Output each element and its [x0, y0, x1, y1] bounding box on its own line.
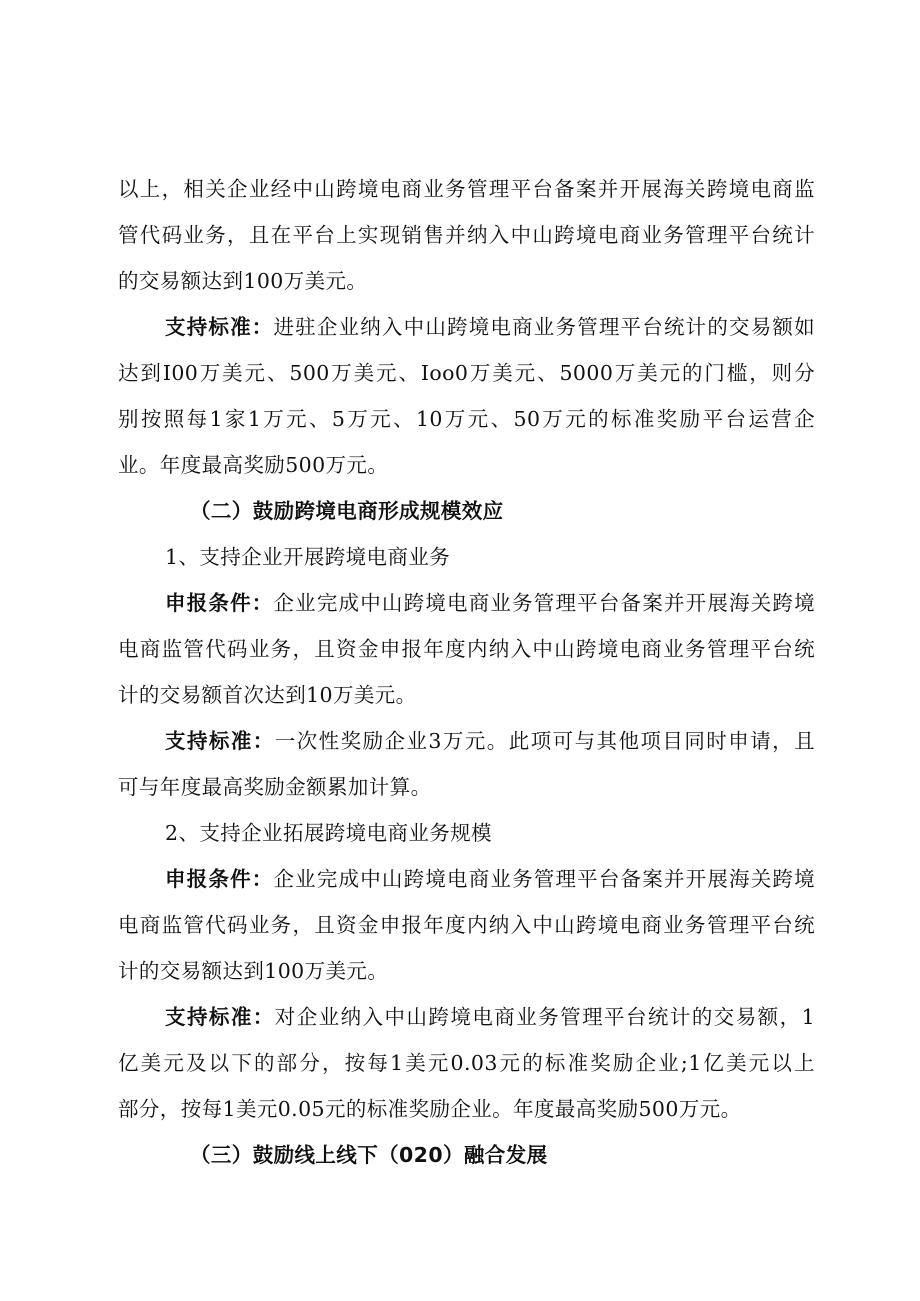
paragraph-line: 可与年度最高奖励金额累加计算。 — [118, 775, 432, 799]
paragraph-line: 计的交易额达到100万美元。 — [118, 959, 389, 983]
application-condition-label: 申报条件： — [165, 591, 274, 615]
paragraph-line: 达到I00万美元、500万美元、Ioo0万美元、5000万美元的门槛，则分 — [118, 361, 815, 385]
paragraph-line: 计的交易额首次达到10万美元。 — [118, 683, 417, 707]
paragraph-line: 申报条件：企业完成中山跨境电商业务管理平台备案并开展海关跨境 — [165, 591, 816, 615]
paragraph-line: 电商监管代码业务，且资金申报年度内纳入中山跨境电商业务管理平台统 — [118, 637, 815, 661]
paragraph-line: 支持标准：对企业纳入中山跨境电商业务管理平台统计的交易额，1 — [165, 1005, 816, 1029]
support-standard-label: 支持标准： — [165, 315, 274, 339]
paragraph-line: 支持标准：进驻企业纳入中山跨境电商业务管理平台统计的交易额如 — [165, 315, 816, 339]
paragraph-line: 亿美元及以下的部分，按每1美元0.03元的标准奖励企业;1亿美元以上 — [118, 1051, 815, 1075]
section-heading: （三）鼓励线上线下（020）融合发展 — [190, 1143, 548, 1167]
paragraph-line: 别按照每1家1万元、5万元、10万元、50万元的标准奖励平台运营企 — [118, 407, 815, 431]
paragraph-line: 的交易额达到100万美元。 — [118, 269, 368, 293]
support-standard-label: 支持标准： — [165, 729, 275, 753]
paragraph-line: 管代码业务，且在平台上实现销售并纳入中山跨境电商业务管理平台统计 — [118, 223, 815, 247]
paragraph-line: 以上，相关企业经中山跨境电商业务管理平台备案并开展海关跨境电商监 — [118, 177, 815, 201]
paragraph-line: 支持标准：一次性奖励企业3万元。此项可与其他项目同时申请，且 — [165, 729, 816, 753]
application-condition-label: 申报条件： — [165, 867, 274, 891]
section-heading: （二）鼓励跨境电商形成规模效应 — [190, 499, 504, 523]
support-standard-label: 支持标准： — [165, 1005, 275, 1029]
paragraph-line: 部分，按每1美元0.05元的标准奖励企业。年度最高奖励500万元。 — [118, 1097, 742, 1121]
subsection-title: 1、支持企业开展跨境电商业务 — [165, 545, 451, 569]
subsection-title: 2、支持企业拓展跨境电商业务规模 — [165, 821, 492, 845]
paragraph-line: 申报条件：企业完成中山跨境电商业务管理平台备案并开展海关跨境 — [165, 867, 816, 891]
paragraph-line: 电商监管代码业务，且资金申报年度内纳入中山跨境电商业务管理平台统 — [118, 913, 815, 937]
paragraph-line: 业。年度最高奖励500万元。 — [118, 453, 389, 477]
